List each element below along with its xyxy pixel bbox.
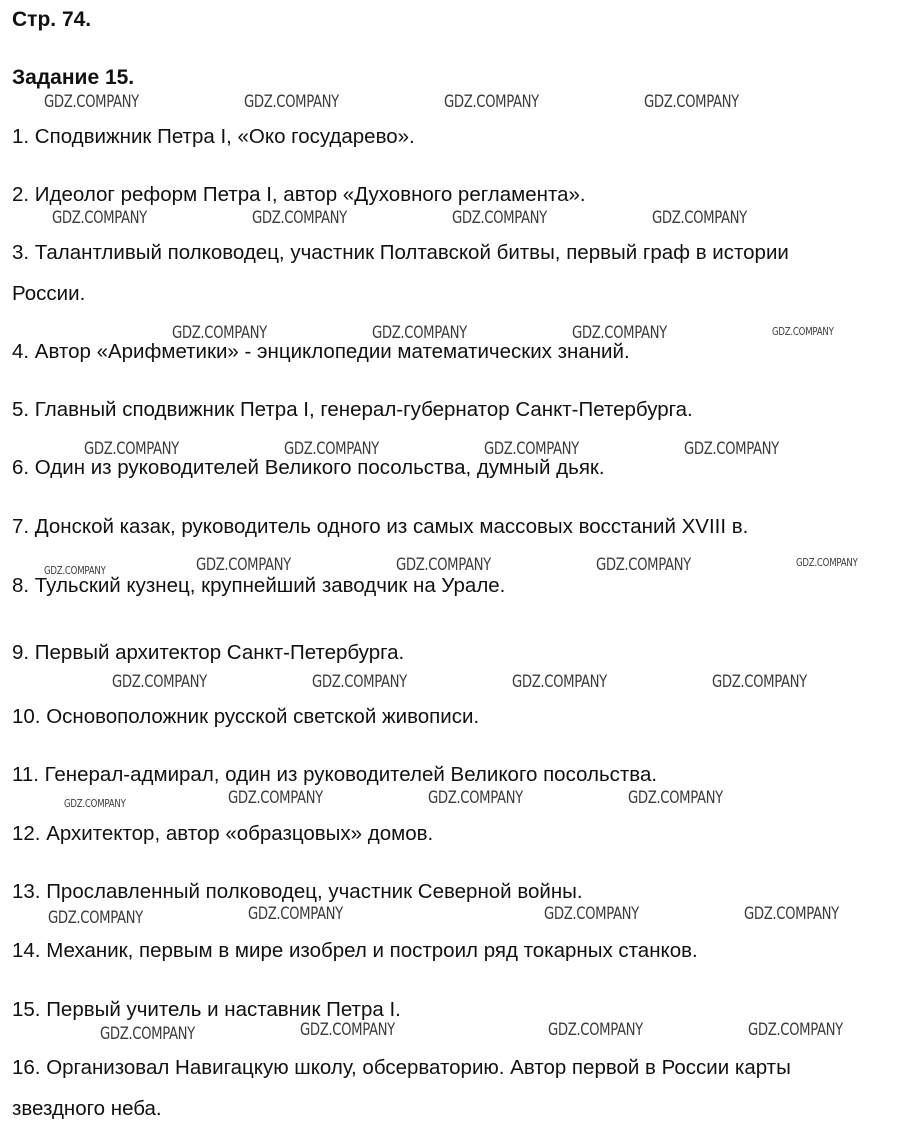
watermark: GDZ.COMPANY: [744, 904, 839, 924]
list-item: 7. Донской казак, руководитель одного из самых массовых восстаний XVIII в.: [12, 515, 749, 538]
watermark: GDZ.COMPANY: [300, 1020, 395, 1040]
list-item: звездного неба.: [12, 1097, 162, 1120]
watermark: GDZ.COMPANY: [172, 323, 267, 343]
list-item: России.: [12, 282, 86, 305]
watermark: GDZ.COMPANY: [112, 672, 207, 692]
list-item: 2. Идеолог реформ Петра I, автор «Духовного регламента».: [12, 183, 586, 206]
watermark: GDZ.COMPANY: [428, 788, 523, 808]
list-item: 5. Главный сподвижник Петра I, генерал-губернатор Санкт-Петербурга.: [12, 398, 693, 421]
watermark: GDZ.COMPANY: [484, 439, 579, 459]
list-item: 8. Тульский кузнец, крупнейший заводчик на Урале.: [12, 574, 506, 597]
list-item: 9. Первый архитектор Санкт-Петербурга.: [12, 641, 405, 664]
watermark: GDZ.COMPANY: [84, 439, 179, 459]
list-item: 1. Сподвижник Петра I, «Око государево».: [12, 125, 415, 148]
watermark: GDZ.COMPANY: [652, 208, 747, 228]
watermark: GDZ.COMPANY: [548, 1020, 643, 1040]
list-item: 15. Первый учитель и наставник Петра I.: [12, 998, 401, 1021]
watermark: GDZ.COMPANY: [544, 904, 639, 924]
watermark: GDZ.COMPANY: [64, 797, 126, 810]
watermark: GDZ.COMPANY: [372, 323, 467, 343]
watermark: GDZ.COMPANY: [512, 672, 607, 692]
watermark: GDZ.COMPANY: [772, 325, 834, 338]
watermark: GDZ.COMPANY: [244, 92, 339, 112]
list-item: 16. Организовал Навигацкую школу, обсерваторию. Автор первой в России карты: [12, 1056, 791, 1079]
watermark: GDZ.COMPANY: [444, 92, 539, 112]
watermark: GDZ.COMPANY: [396, 555, 491, 575]
watermark: GDZ.COMPANY: [252, 208, 347, 228]
list-item: 4. Автор «Арифметики» - энциклопедии математических знаний.: [12, 340, 630, 363]
watermark: GDZ.COMPANY: [796, 556, 858, 569]
watermark: GDZ.COMPANY: [312, 672, 407, 692]
watermark: GDZ.COMPANY: [748, 1020, 843, 1040]
watermark: GDZ.COMPANY: [572, 323, 667, 343]
watermark: GDZ.COMPANY: [100, 1024, 195, 1044]
page-label: Стр. 74.: [12, 8, 92, 31]
list-item: 14. Механик, первым в мире изобрел и построил ряд токарных станков.: [12, 939, 698, 962]
watermark: GDZ.COMPANY: [48, 908, 143, 928]
watermark: GDZ.COMPANY: [684, 439, 779, 459]
list-item: 11. Генерал-адмирал, один из руководителей Великого посольства.: [12, 763, 658, 786]
watermark: GDZ.COMPANY: [248, 904, 343, 924]
watermark: GDZ.COMPANY: [596, 555, 691, 575]
watermark: GDZ.COMPANY: [452, 208, 547, 228]
list-item: 12. Архитектор, автор «образцовых» домов.: [12, 822, 434, 845]
list-item: 13. Прославленный полководец, участник Северной войны.: [12, 880, 583, 903]
watermark: GDZ.COMPANY: [712, 672, 807, 692]
list-item: 6. Один из руководителей Великого посольства, думный дьяк.: [12, 456, 605, 479]
watermark: GDZ.COMPANY: [52, 208, 147, 228]
list-item: 10. Основоположник русской светской живописи.: [12, 705, 480, 728]
watermark: GDZ.COMPANY: [284, 439, 379, 459]
watermark: GDZ.COMPANY: [196, 555, 291, 575]
watermark: GDZ.COMPANY: [228, 788, 323, 808]
watermark: GDZ.COMPANY: [628, 788, 723, 808]
watermark: GDZ.COMPANY: [644, 92, 739, 112]
task-title: Задание 15.: [12, 66, 135, 89]
list-item: 3. Талантливый полководец, участник Полтавской битвы, первый граф в истории: [12, 241, 789, 264]
watermark: GDZ.COMPANY: [44, 564, 106, 577]
watermark: GDZ.COMPANY: [44, 92, 139, 112]
